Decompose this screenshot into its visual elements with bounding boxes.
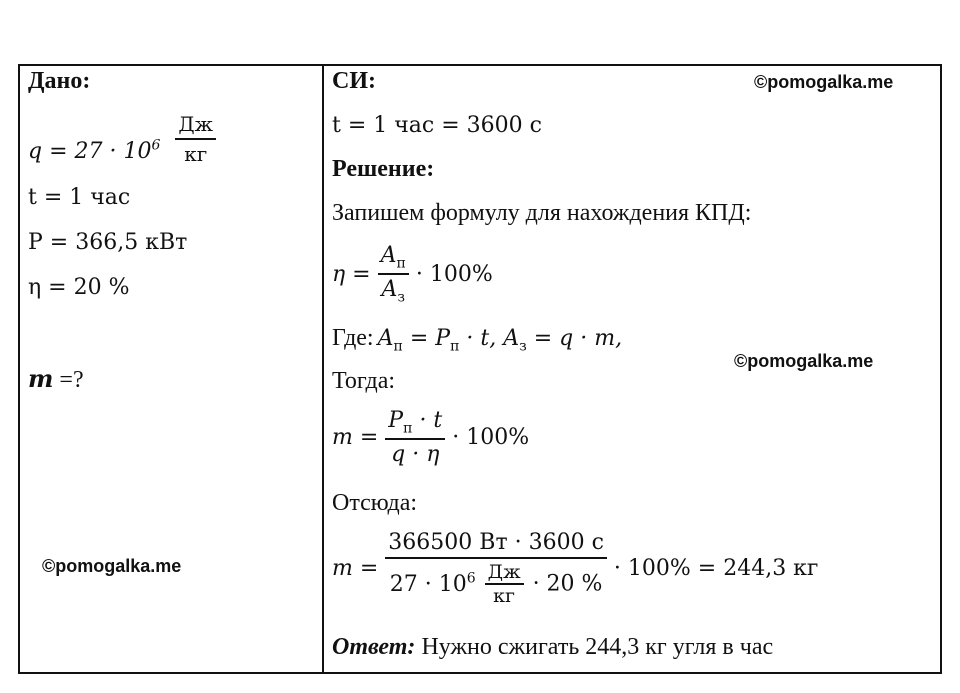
where-mid2: · t, A [459, 326, 520, 351]
given-q-value: q = 27 · 10 [28, 139, 152, 164]
where-a: A [377, 326, 394, 351]
formula-efficiency [332, 243, 493, 306]
answer-text: Нужно сжигать 244,3 кг угля в час [415, 634, 774, 660]
watermark-top-right: ©pomogalka.me [754, 72, 894, 92]
si-title: СИ: [332, 68, 376, 94]
formula-efficiency-fraction [378, 243, 409, 306]
formula-mass-fraction [385, 408, 445, 467]
where-sub-power: п [450, 338, 460, 355]
given-q-unit-num: Дж [178, 112, 214, 136]
formula-result [332, 530, 818, 607]
where-mid1: = P [402, 326, 451, 351]
given-q-unit-den: кг [175, 138, 216, 166]
formula-result-tail: · 100% = 244,3 кг [613, 556, 819, 581]
hence-label: Отсюда: [332, 490, 418, 516]
answer-line [332, 634, 773, 661]
si-conversion: t = 1 час = 3600 с [332, 113, 542, 138]
formula-result-den-b: · 20 % [532, 571, 603, 597]
formula-result-den [385, 557, 607, 607]
formula-result-lhs: m = [332, 556, 379, 581]
formula-result-den-exp: 6 [466, 570, 476, 587]
given-find-var: m [28, 364, 54, 393]
formula-mass-num-t: · t [412, 408, 443, 433]
formula-result-num: 366500 Вт · 3600 с [388, 530, 604, 555]
solution-intro: Запишем формулу для нахождения КПД: [332, 200, 752, 226]
where-end: = q · m, [526, 326, 623, 351]
column-divider [322, 66, 324, 672]
where-sub-useful: п [393, 338, 403, 355]
answer-label: Ответ: [332, 634, 416, 660]
formula-result-den-unit-num: Дж [487, 561, 521, 583]
solution-title: Решение: [332, 156, 435, 182]
formula-result-fraction [385, 530, 607, 607]
given-t: t = 1 час [28, 185, 131, 210]
given-q [28, 112, 216, 166]
given-find [28, 364, 84, 394]
formula-efficiency-den-sub: з [397, 289, 405, 306]
given-q-unit [175, 112, 216, 166]
formula-mass-tail: · 100% [452, 425, 530, 451]
given-eta: η = 20 % [28, 275, 130, 300]
given-P: P = 366,5 кВт [28, 230, 188, 255]
given-find-rest: =? [53, 367, 84, 393]
formula-efficiency-num-sub: п [396, 255, 406, 272]
formula-result-den-unit-den: кг [485, 583, 524, 607]
where-sub-spent: з [519, 338, 527, 355]
formula-mass [332, 408, 529, 467]
given-title: Дано: [28, 68, 91, 94]
formula-efficiency-lhs: η = [332, 261, 371, 287]
formula-mass-num-sub: п [403, 420, 413, 437]
formula-result-den-unit [485, 561, 524, 607]
given-q-exponent: 6 [151, 137, 161, 154]
watermark-left: ©pomogalka.me [42, 556, 182, 576]
formula-mass-lhs: m = [332, 425, 379, 451]
where-formula [377, 326, 623, 355]
where-line [332, 325, 622, 354]
where-label: Где: [332, 325, 374, 351]
watermark-middle-right: ©pomogalka.me [734, 351, 874, 371]
formula-efficiency-den: A [381, 277, 398, 303]
then-label: Тогда: [332, 368, 396, 394]
formula-result-den-a: 27 · 10 [389, 572, 467, 598]
formula-efficiency-num: A [380, 243, 397, 268]
formula-efficiency-tail: · 100% [415, 261, 493, 287]
formula-mass-den: q · η [385, 438, 445, 467]
formula-mass-num-p: P [388, 408, 404, 433]
